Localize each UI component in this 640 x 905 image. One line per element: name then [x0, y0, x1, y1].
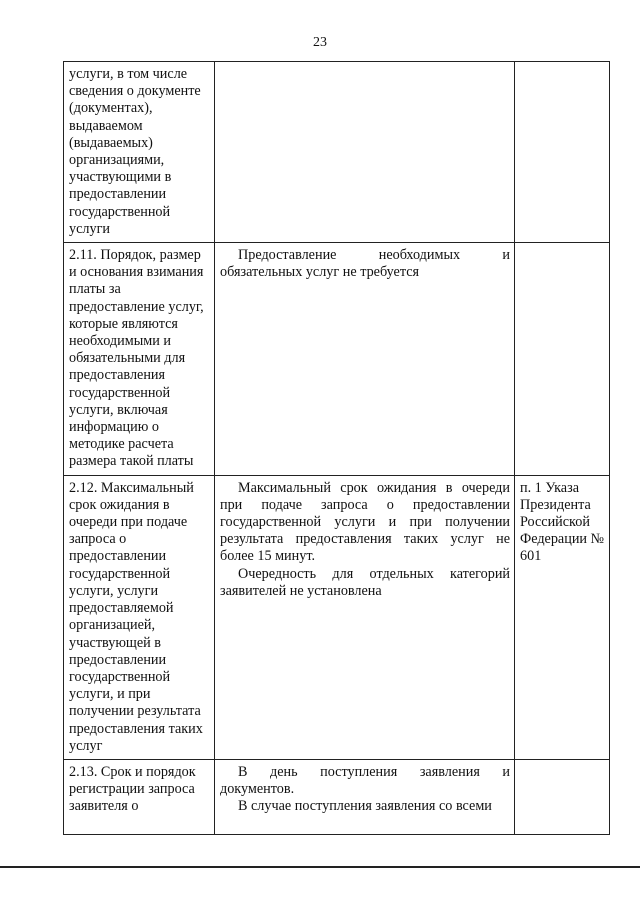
requirement-cell: 2.11. Порядок, размер и основания взимания платы за предоставление услуг, которые являются необходимыми и обязательными для предоставления государственной услуги, включая информацию о методике расчета размера такой платы [64, 243, 215, 476]
content-cell [215, 759, 515, 834]
content-cell [215, 243, 515, 476]
table-row [64, 759, 610, 834]
content-paragraph: В случае поступления заявления со всеми [238, 798, 492, 815]
content-paragraph: В день поступления заявления и документов. [220, 763, 510, 798]
page-bottom-rule [0, 866, 640, 868]
regulation-table [63, 61, 610, 835]
legal-basis-cell: п. 1 Указа Президента Российской Федерации № 601 [515, 475, 610, 759]
content-paragraph: Предоставление необходимых и обязательных услуг не требуется [220, 247, 510, 281]
table-row [64, 475, 610, 759]
requirement-cell: услуги, в том числе сведения о документе (документах), выдаваемом (выдаваемых) организациями, участвующими в предоставлении государственной услуги [64, 62, 215, 243]
legal-basis-cell [515, 243, 610, 476]
table-row [64, 62, 610, 243]
requirement-cell: 2.13. Срок и порядок регистрации запроса заявителя о [64, 759, 215, 834]
content-cell [215, 475, 515, 759]
requirement-cell: 2.12. Максимальный срок ожидания в очереди при подаче запроса о предоставлении государственной услуги, услуги предоставляемой организацией, участвующей в предоставлении государственной услуги, и при получении результата предоставления таких услуг [64, 475, 215, 759]
legal-basis-cell [515, 759, 610, 834]
table-row [64, 243, 610, 476]
page-number: 23 [313, 35, 327, 50]
legal-basis-cell [515, 62, 610, 243]
content-paragraph: Очередность для отдельных категорий заявителей не установлена [220, 565, 510, 599]
content-paragraph: Максимальный срок ожидания в очереди при подаче запроса о предоставлении государственной услуги и при получении результата предоставления таких услуг не более 15 минут. [220, 479, 510, 565]
content-cell [215, 62, 515, 243]
